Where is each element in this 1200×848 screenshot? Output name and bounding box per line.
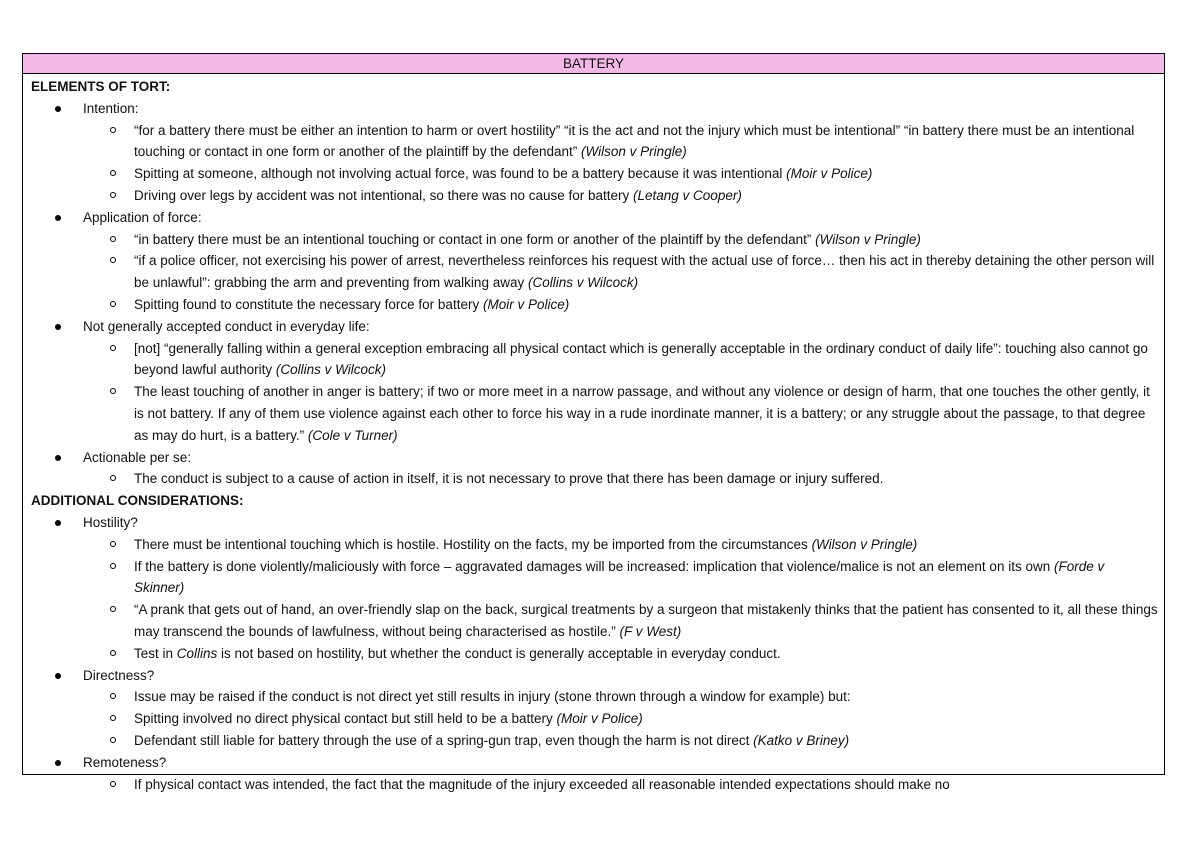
sub-item	[31, 163, 1158, 185]
bullet-dot-icon	[55, 673, 61, 679]
bullet-item	[31, 98, 1158, 120]
case-citation: (Katko v Briney)	[753, 732, 850, 748]
case-citation: (Moir v Police)	[556, 711, 643, 727]
circle-bullet-icon	[110, 737, 116, 743]
sub-item-text: “for a battery there must be either an intention to harm or overt hostility” “it is the act and not the injury which must be intentional” “in battery there must be an intentional touching or contact in one form or another of the plaintiff by the defendant”	[134, 122, 1135, 160]
bullet-label: Remoteness?	[83, 754, 167, 770]
case-citation: (Collins v Wilcock)	[275, 362, 386, 378]
sub-item-text: If the battery is done violently/maliciously with force – aggravated damages will be increased: implication that violence/malice is not an element on its own	[134, 558, 1054, 574]
sub-item	[31, 338, 1158, 382]
sub-item	[31, 534, 1158, 556]
case-citation: (Moir v Police)	[482, 296, 570, 312]
section-heading: ELEMENTS OF TORT:	[31, 79, 171, 94]
circle-bullet-icon	[110, 257, 116, 263]
sub-item	[31, 381, 1158, 446]
sub-item-text: Driving over legs by accident was not intentional, so there was no cause for battery	[134, 187, 634, 203]
sub-item	[31, 556, 1158, 600]
sub-item	[31, 774, 1158, 796]
circle-bullet-icon	[110, 192, 116, 198]
circle-bullet-icon	[110, 563, 116, 569]
case-citation: (Cole v Turner)	[307, 427, 398, 443]
bullet-item	[31, 665, 1158, 687]
sub-item	[31, 229, 1158, 251]
circle-bullet-icon	[110, 236, 116, 242]
circle-bullet-icon	[110, 388, 116, 394]
sub-item	[31, 708, 1158, 730]
circle-bullet-icon	[110, 170, 116, 176]
bullet-label: Directness?	[83, 667, 155, 683]
bullet-dot-icon	[55, 106, 61, 112]
case-citation: (Letang v Cooper)	[633, 187, 742, 203]
case-citation: Collins	[176, 645, 218, 661]
circle-bullet-icon	[110, 606, 116, 612]
bullet-dot-icon	[55, 324, 61, 330]
bullet-label: Intention:	[83, 100, 139, 116]
case-citation: (Moir v Police)	[786, 166, 873, 182]
circle-bullet-icon	[110, 781, 116, 787]
case-citation: (Wilson v Pringle)	[581, 144, 687, 160]
bullet-label: Hostility?	[83, 514, 138, 530]
circle-bullet-icon	[110, 301, 116, 307]
bullet-label: Actionable per se:	[83, 449, 192, 465]
sub-item	[31, 250, 1158, 294]
notes-table	[22, 53, 1165, 792]
sub-item	[31, 643, 1158, 665]
sub-item-text: “if a police officer, not exercising his power of arrest, nevertheless reinforces his request with the actual use of force… then his act in thereby detaining the other person will be unlawful”: grabbing the arm and preventing from walking away	[134, 253, 1155, 291]
sub-item-text: Spitting at someone, although not involving actual force, was found to be a battery because it was intentional	[134, 166, 787, 182]
sub-item-text: Test in	[134, 645, 177, 661]
case-citation: (Wilson v Pringle)	[815, 231, 921, 247]
sub-item	[31, 120, 1158, 164]
sub-item-text: “in battery there must be an intentional touching or contact in one form or another of the plaintiff by the defendant”	[134, 231, 816, 247]
circle-bullet-icon	[110, 693, 116, 699]
sub-item-text: Defendant still liable for battery through the use of a spring-gun trap, even though the harm is not direct	[134, 732, 754, 748]
sub-item-text: Spitting found to constitute the necessary force for battery	[134, 296, 483, 312]
circle-bullet-icon	[110, 475, 116, 481]
case-citation: (F v West)	[619, 623, 682, 639]
bullet-dot-icon	[55, 455, 61, 461]
bullet-label: Application of force:	[83, 209, 202, 225]
title-bar	[23, 54, 1164, 74]
sub-item	[31, 468, 1158, 490]
sub-item-text-cont: is not based on hostility, but whether the conduct is generally acceptable in everyday conduct.	[217, 645, 781, 661]
circle-bullet-icon	[110, 345, 116, 351]
sub-item-text: The conduct is subject to a cause of action in itself, it is not necessary to prove that there has been damage or injury suffered.	[134, 471, 884, 487]
case-citation: (Forde v Skinner)	[134, 558, 1105, 596]
notes-content	[23, 74, 1164, 795]
bullet-dot-icon	[55, 215, 61, 221]
sub-item-text: “A prank that gets out of hand, an over-friendly slap on the back, surgical treatments by a surgeon that mistakenly thinks that the patient has consented to it, all these things may transcend the bounds of lawfulness, without being characterised as hostile.”	[134, 602, 1158, 639]
sub-item-text: If physical contact was intended, the fact that the magnitude of the injury exceeded all reasonable intended expectations should make no	[134, 776, 950, 792]
sub-item	[31, 730, 1158, 752]
sub-item-text: The least touching of another in anger is battery; if two or more meet in a narrow passage, and without any violence or design of harm, that one touches the other gently, it is not battery. If any of them use violence against each other to force his way in a rude inordinate manner, it is a battery; or any struggle about the passage, to that degree as may do hurt, is a battery.”	[134, 384, 1150, 443]
page-title: BATTERY	[562, 56, 624, 71]
sub-item	[31, 599, 1158, 643]
section-heading: ADDITIONAL CONSIDERATIONS:	[31, 493, 244, 509]
sub-item-text: [not] “generally falling within a general exception embracing all physical contact which is generally acceptable in the ordinary conduct of daily life”: touching also cannot go beyond lawful authority	[134, 340, 1148, 378]
circle-bullet-icon	[110, 650, 116, 656]
case-citation: (Collins v Wilcock)	[527, 275, 639, 291]
circle-bullet-icon	[110, 127, 116, 133]
sub-item-text: Issue may be raised if the conduct is not direct yet still results in injury (stone thrown through a window for example) but:	[134, 689, 851, 705]
sub-item-text: There must be intentional touching which is hostile. Hostility on the facts, my be imported from the circumstances	[134, 536, 812, 552]
bullet-item	[31, 316, 1158, 338]
circle-bullet-icon	[110, 715, 116, 721]
bullet-dot-icon	[55, 520, 61, 526]
bullet-label: Not generally accepted conduct in everyday life:	[83, 318, 370, 334]
bullet-item	[31, 207, 1158, 229]
bullet-item	[31, 447, 1158, 469]
circle-bullet-icon	[110, 541, 116, 547]
bullet-item	[31, 512, 1158, 534]
sub-item	[31, 294, 1158, 316]
case-citation: (Wilson v Pringle)	[811, 536, 918, 552]
sub-item	[31, 686, 1158, 708]
bullet-item	[31, 752, 1158, 774]
sub-item-text: Spitting involved no direct physical contact but still held to be a battery	[134, 711, 557, 727]
sub-item	[31, 185, 1158, 207]
bullet-dot-icon	[55, 760, 61, 766]
